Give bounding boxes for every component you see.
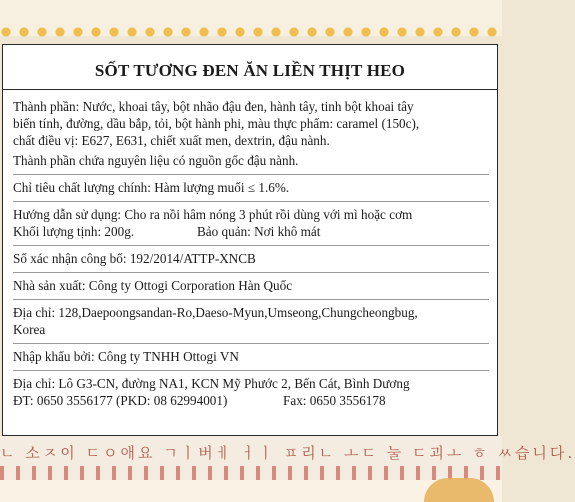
product-title: SỐT TƯƠNG ĐEN ĂN LIỀN THỊT HEO — [94, 61, 406, 80]
ingredients-line: chất điều vị: E627, E631, chiết xuất men, dextrin, đậu nành. — [13, 133, 330, 148]
ingredients-line: biến tính, đường, dầu bắp, tỏi, bột hành phi, màu thực phẩm: caramel (150c), — [13, 116, 420, 131]
fax-number: Fax: 0650 3556178 — [283, 393, 386, 408]
phone-number: ĐT: 0650 3556177 (PKD: 08 62994001) — [13, 393, 228, 408]
soy-note: Thành phần chứa nguyên liệu có nguồn gốc đậu nành. — [13, 153, 299, 168]
package-illustration — [424, 478, 494, 502]
ingredients-section — [13, 97, 489, 170]
manufacturer: Nhà sản xuất: Công ty Ottogi Corporation Hàn Quốc — [13, 278, 293, 293]
title-divider — [3, 89, 497, 90]
package-dot-pattern — [0, 26, 502, 38]
section-divider — [13, 370, 489, 371]
section-divider — [13, 343, 489, 344]
section-divider — [13, 174, 489, 175]
importer: Nhập khẩu bởi: Công ty TNHH Ottogi VN — [13, 349, 239, 364]
quality-spec: Chỉ tiêu chất lượng chính: Hàm lượng muối ≤ 1.6%. — [13, 180, 290, 195]
storage-info: Bảo quản: Nơi khô mát — [197, 224, 321, 239]
manufacturer-address-line: Korea — [13, 322, 46, 337]
section-divider — [13, 201, 489, 202]
manufacturer-address-line: Địa chỉ: 128,Daepoongsandan-Ro,Daeso-Myun,Umseong,Chungcheongbug, — [13, 305, 418, 320]
net-weight: Khối lượng tịnh: 200g. — [13, 224, 135, 239]
product-label — [2, 44, 498, 436]
registration-number: Số xác nhận công bố: 192/2014/ATTP-XNCB — [13, 251, 256, 266]
usage-instructions: Hướng dẫn sử dụng: Cho ra nồi hâm nóng 3 phút rồi dùng với mì hoặc cơm — [13, 207, 413, 222]
package-korean-text: ㄴ 소ㅈ이 ㄷㅇ애요 ㄱㅣ버ㅔ ㅓㅣ ㅍ리ㄴ ㅗㄷ 눌 ㄷ괴ㅗ ㅎ ㅆ습니다. — [0, 444, 575, 462]
importer-address: Địa chỉ: Lô G3-CN, đường NA1, KCN Mỹ Phước 2, Bến Cát, Bình Dương — [13, 376, 410, 391]
package-decoration — [0, 466, 502, 480]
contact-row — [13, 392, 489, 409]
ingredients-line: Thành phần: Nước, khoai tây, bột nhão đậu đen, hành tây, tinh bột khoai tây — [13, 99, 414, 114]
section-divider — [13, 245, 489, 246]
section-divider — [13, 299, 489, 300]
weight-storage-row — [13, 223, 489, 240]
section-divider — [13, 272, 489, 273]
label-content — [13, 97, 489, 410]
